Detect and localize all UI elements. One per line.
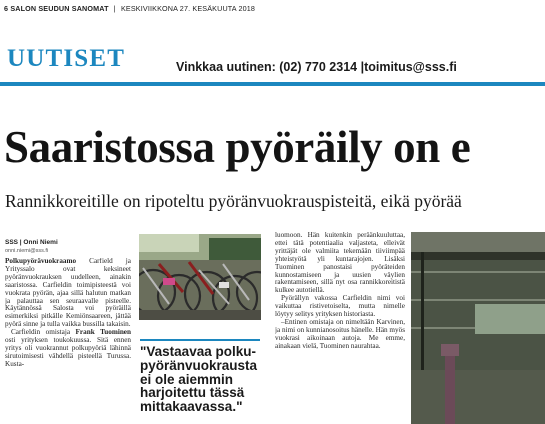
paper-name: SALON SEUDUN SANOMAT (10, 4, 109, 13)
pull-quote-line: "Vastaavaa polku- (140, 344, 256, 359)
paragraph-text: Carfield ja Yrityssalo ovat keksineet pyöränvuokrauksen uudelleen, ainakin saaristossa. Carfieldin toimipisteestä voi vuokrata pyörän, ajaa sillä halutun matkan ja palauttaa sen seuraavalle pisteelle. Käytännössä Salosta voi pyöräillä esimerkiksi pitkälle Kemiönsaareen, jättää pyörä sinne ja tulla vaikka bussilla takaisin. (5, 258, 131, 329)
pull-quote-line: ei ole aiemmin (140, 371, 234, 387)
page-folio (4, 4, 255, 13)
page-number: 6 (4, 4, 9, 13)
pull-quote (140, 345, 262, 414)
news-tip-line: Vinkkaa uutinen: (02) 770 2314 |toimitus@sss.fi (176, 60, 457, 74)
paragraph: luomoon. Hän kuitenkin peräänkuuluttaa, ettei tätä potentiaalia valjasteta, elleivät yrittäjät ole valmiita tekemään tiiviimpää yhteistyötä yli kuntarajojen. Lisäksi Tuominen panostaisi pyöräteiden kunnostamiseen ja uusien väylien rakentamiseen, sillä nyt osa rannikkoreitistä kulkee autotiellä. (275, 232, 405, 295)
article-column-3 (275, 232, 405, 424)
paragraph: Pyörällyn vakossa Carfieldin nimi voi vaikuttaa ristivetoiselta, mutta nimelle löytyy selitys yrityksen historiasta. (275, 294, 405, 319)
section-rule (0, 82, 545, 86)
quote-rule (140, 339, 260, 341)
person-name: Frank Tuominen (75, 328, 131, 337)
paragraph-text: Carfieldin omistaja (11, 328, 76, 337)
folio-separator: | (113, 4, 116, 13)
pull-quote-line: pyöränvuokrausta (140, 357, 258, 373)
paragraph: –Entinen omistaja on nimeltään Karvinen, ja nimi on kunnianosoitus hänelle. Hän myös vuokrasi aikoinaan autoja. Me emme, ainakaan vielä, Tuominen naurahtaa. (275, 317, 405, 350)
paragraph (5, 258, 131, 329)
article-byline: SSS | Onni Niemi (5, 239, 58, 246)
paragraph-text: osti yrityksen toukokuussa. Sitä ennen yritys oli vuokrannut polkupyöriä lähinnä sirutoimisesti vähdellä pisteellä Turussa. Kusta- (5, 336, 131, 368)
bicycles-photo (139, 234, 261, 320)
paragraph (5, 329, 131, 369)
article-subheadline: Rannikkoreitille on ripoteltu pyöränvuokrauspisteitä, eikä pyörää (5, 191, 462, 211)
issue-date: KESKIVIIKKONA 27. KESÄKUUTA 2018 (120, 4, 256, 13)
harbor-photo (411, 232, 545, 424)
lead-word: Polkupyörävuokraamo (5, 258, 77, 265)
section-title: UUTISET (7, 45, 126, 72)
author-email: onni.niemi@sss.fi (5, 248, 49, 254)
article-column-1 (5, 258, 131, 424)
pull-quote-line: harjoitettu tässä (140, 385, 245, 401)
article-headline: Saaristossa pyöräily on e (4, 122, 471, 172)
pull-quote-line: mittakaavassa." (140, 399, 243, 415)
